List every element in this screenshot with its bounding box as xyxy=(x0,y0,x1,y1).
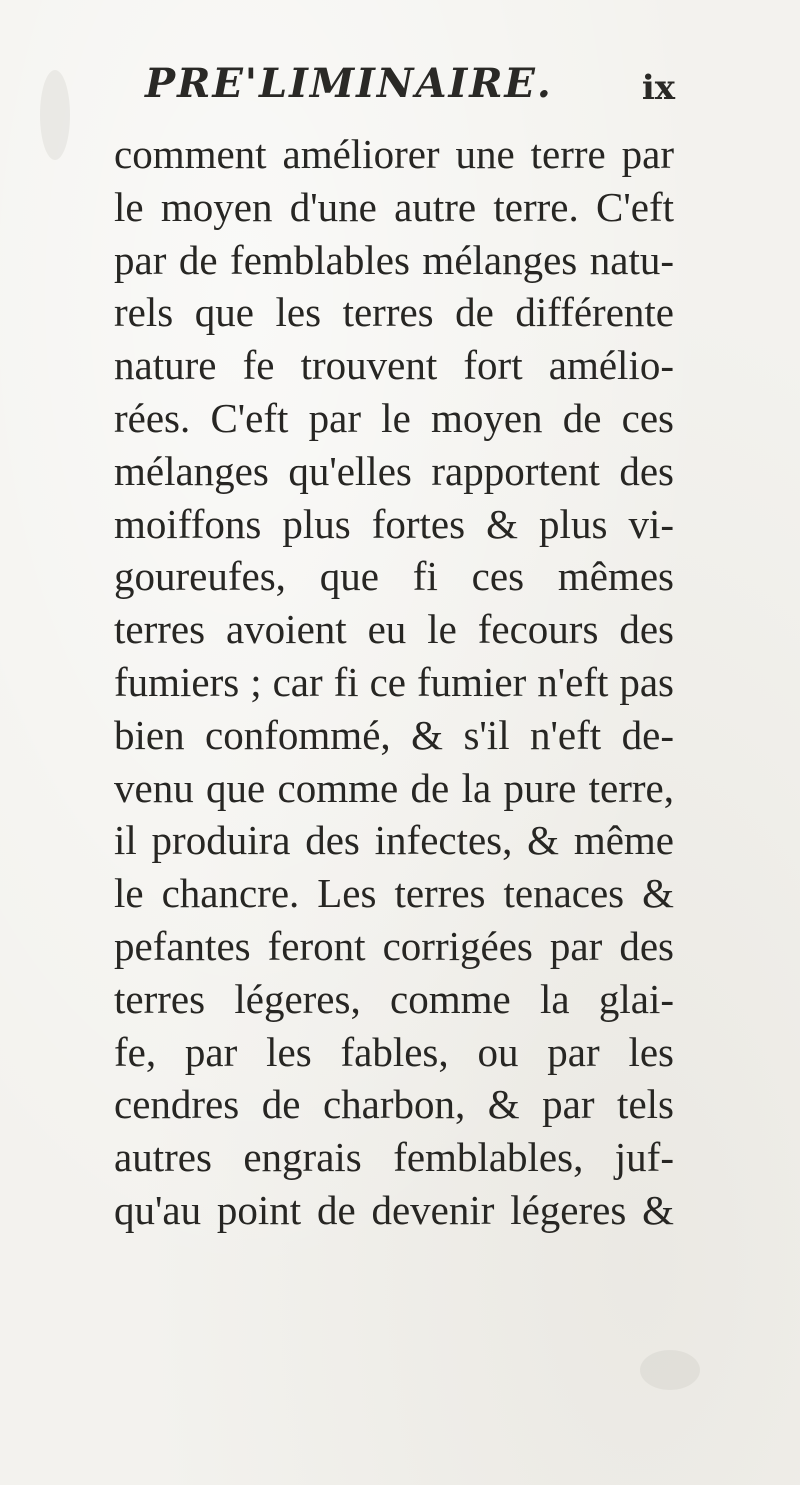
text-line: nature fe trouvent fort amélio- xyxy=(114,342,674,389)
body-text xyxy=(114,128,674,1237)
text-line: qu'au point de devenir légeres & xyxy=(114,1186,674,1233)
text-line: venu que comme de la pure terre, xyxy=(114,764,674,811)
text-line: cendres de charbon, & par tels xyxy=(114,1081,674,1128)
text-line: terres avoient eu le fecours des xyxy=(114,606,674,653)
paper-stain xyxy=(40,70,70,160)
text-line: bien confommé, & s'il n'eft de- xyxy=(114,711,674,758)
paper-stain xyxy=(640,1350,700,1390)
text-line: autres engrais femblables, juf- xyxy=(114,1134,674,1181)
text-line: rées. C'eft par le moyen de ces xyxy=(114,394,674,441)
text-line: terres légeres, comme la glai- xyxy=(114,975,674,1022)
text-line: le chancre. Les terres tenaces & xyxy=(114,870,674,917)
text-line: par de femblables mélanges natu- xyxy=(114,236,674,283)
page-header xyxy=(115,60,675,120)
text-line: fe, par les fables, ou par les xyxy=(114,1028,674,1075)
text-line: pefantes feront corrigées par des xyxy=(114,922,674,969)
running-title: PRE'LIMINAIRE. xyxy=(145,60,553,107)
text-line: le moyen d'une autre terre. C'eft xyxy=(114,183,674,230)
text-line: mélanges qu'elles rapportent des xyxy=(114,447,674,494)
text-line: moiffons plus fortes & plus vi- xyxy=(114,500,674,547)
text-line: comment améliorer une terre par xyxy=(114,131,674,177)
text-line: il produira des infectes, & même xyxy=(114,817,674,864)
text-line: fumiers ; car fi ce fumier n'eft pas xyxy=(114,658,674,705)
page-number: ix xyxy=(641,68,675,108)
text-line: rels que les terres de différente xyxy=(114,289,674,336)
text-line: goureufes, que fi ces mêmes xyxy=(114,553,674,600)
